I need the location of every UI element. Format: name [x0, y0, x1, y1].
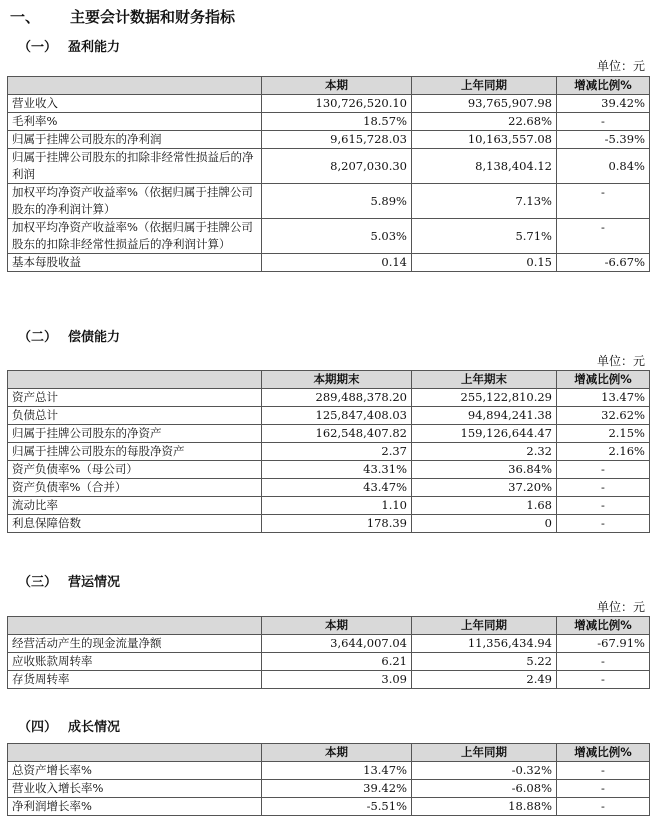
header-cell [8, 617, 262, 635]
section-heading-solvency [18, 326, 120, 345]
current-value: 6.21 [262, 653, 412, 671]
change-value: 2.16% [557, 443, 650, 461]
table-row [8, 425, 650, 443]
current-value: 9,615,728.03 [262, 131, 412, 149]
change-value: - [557, 113, 650, 131]
prior-value: 159,126,644.47 [412, 425, 557, 443]
row-label: 经营活动产生的现金流量净额 [8, 635, 262, 653]
header-cell: 本期 [262, 617, 412, 635]
header-cell: 增减比例% [557, 744, 650, 762]
table-operations [7, 616, 650, 689]
row-label: 资产负债率%（合并） [8, 479, 262, 497]
change-value: 32.62% [557, 407, 650, 425]
table-solvency [7, 370, 650, 533]
table-header-row [8, 617, 650, 635]
row-label: 毛利率% [8, 113, 262, 131]
table-row [8, 95, 650, 113]
header-cell [8, 744, 262, 762]
table-row [8, 515, 650, 533]
prior-value: 8,138,404.12 [412, 149, 557, 184]
header-cell: 本期 [262, 77, 412, 95]
row-label: 资产总计 [8, 389, 262, 407]
current-value: 1.10 [262, 497, 412, 515]
section-heading-growth [18, 716, 120, 735]
current-value: 43.47% [262, 479, 412, 497]
current-value: 178.39 [262, 515, 412, 533]
table-row [8, 780, 650, 798]
table-row [8, 254, 650, 272]
table-row [8, 407, 650, 425]
change-value: - [557, 515, 650, 533]
header-cell: 本期期末 [262, 371, 412, 389]
current-value: 2.37 [262, 443, 412, 461]
prior-value: 0 [412, 515, 557, 533]
table-row [8, 149, 650, 184]
section-title: 偿债能力 [68, 330, 121, 345]
change-value: 2.15% [557, 425, 650, 443]
page-title [10, 6, 235, 27]
current-value: 43.31% [262, 461, 412, 479]
current-value: 3,644,007.04 [262, 635, 412, 653]
row-label: 应收账款周转率 [8, 653, 262, 671]
current-value: 8,207,030.30 [262, 149, 412, 184]
header-cell [8, 77, 262, 95]
change-value: 39.42% [557, 95, 650, 113]
table-row [8, 131, 650, 149]
table-row [8, 762, 650, 780]
title-number: 一、 [10, 8, 41, 26]
unit-label: 单位：元 [596, 354, 645, 368]
change-value: - [557, 653, 650, 671]
current-value: 0.14 [262, 254, 412, 272]
header-cell: 本期 [262, 744, 412, 762]
prior-value: 255,122,810.29 [412, 389, 557, 407]
change-value: -5.39% [557, 131, 650, 149]
prior-value: 5.71% [412, 219, 557, 254]
table-row [8, 461, 650, 479]
prior-value: 18.88% [412, 798, 557, 816]
change-value: -6.67% [557, 254, 650, 272]
unit-label: 单位：元 [596, 59, 645, 73]
current-value: 3.09 [262, 671, 412, 689]
table-row [8, 497, 650, 515]
row-label: 加权平均净资产收益率%（依据归属于挂牌公司股东的净利润计算） [8, 184, 262, 219]
change-value: - [557, 497, 650, 515]
row-label: 加权平均净资产收益率%（依据归属于挂牌公司股东的扣除非经常性损益后的净利润计算） [8, 219, 262, 254]
prior-value: 22.68% [412, 113, 557, 131]
row-label: 负债总计 [8, 407, 262, 425]
table-row [8, 219, 650, 254]
table-row [8, 671, 650, 689]
section-number: （三） [18, 575, 58, 590]
header-cell: 上年同期 [412, 77, 557, 95]
table-profitability [7, 76, 650, 272]
current-value: 39.42% [262, 780, 412, 798]
prior-value: 37.20% [412, 479, 557, 497]
current-value: 130,726,520.10 [262, 95, 412, 113]
header-cell: 上年期末 [412, 371, 557, 389]
table-row [8, 798, 650, 816]
section-heading-operations [18, 571, 120, 590]
row-label: 总资产增长率% [8, 762, 262, 780]
current-value: 162,548,407.82 [262, 425, 412, 443]
table-row [8, 479, 650, 497]
prior-value: 11,356,434.94 [412, 635, 557, 653]
current-value: 289,488,378.20 [262, 389, 412, 407]
header-cell: 增减比例% [557, 371, 650, 389]
row-label: 资产负债率%（母公司） [8, 461, 262, 479]
table-header-row [8, 371, 650, 389]
table-row [8, 184, 650, 219]
prior-value: -0.32% [412, 762, 557, 780]
change-value: - [557, 184, 650, 219]
header-cell: 增减比例% [557, 77, 650, 95]
change-value: - [557, 461, 650, 479]
section-heading-profitability [18, 36, 120, 55]
header-cell [8, 371, 262, 389]
row-label: 净利润增长率% [8, 798, 262, 816]
table-row [8, 113, 650, 131]
prior-value: 10,163,557.08 [412, 131, 557, 149]
row-label: 归属于挂牌公司股东的净利润 [8, 131, 262, 149]
row-label: 基本每股收益 [8, 254, 262, 272]
prior-value: 5.22 [412, 653, 557, 671]
prior-value: 94,894,241.38 [412, 407, 557, 425]
header-cell: 上年同期 [412, 617, 557, 635]
prior-value: -6.08% [412, 780, 557, 798]
row-label: 归属于挂牌公司股东的每股净资产 [8, 443, 262, 461]
title-text: 主要会计数据和财务指标 [70, 8, 236, 26]
row-label: 营业收入增长率% [8, 780, 262, 798]
prior-value: 36.84% [412, 461, 557, 479]
table-header-row [8, 744, 650, 762]
table-growth [7, 743, 650, 816]
prior-value: 7.13% [412, 184, 557, 219]
row-label: 存货周转率 [8, 671, 262, 689]
change-value: - [557, 762, 650, 780]
change-value: -67.91% [557, 635, 650, 653]
section-number: （四） [18, 720, 58, 735]
section-title: 盈利能力 [68, 40, 121, 55]
prior-value: 1.68 [412, 497, 557, 515]
current-value: 5.03% [262, 219, 412, 254]
current-value: 125,847,408.03 [262, 407, 412, 425]
prior-value: 0.15 [412, 254, 557, 272]
current-value: 5.89% [262, 184, 412, 219]
current-value: -5.51% [262, 798, 412, 816]
change-value: - [557, 798, 650, 816]
change-value: 13.47% [557, 389, 650, 407]
change-value: - [557, 479, 650, 497]
prior-value: 2.49 [412, 671, 557, 689]
prior-value: 93,765,907.98 [412, 95, 557, 113]
change-value: - [557, 219, 650, 254]
section-title: 成长情况 [68, 720, 121, 735]
header-cell: 增减比例% [557, 617, 650, 635]
table-row [8, 635, 650, 653]
row-label: 流动比率 [8, 497, 262, 515]
table-header-row [8, 77, 650, 95]
change-value: - [557, 780, 650, 798]
change-value: 0.84% [557, 149, 650, 184]
table-row [8, 389, 650, 407]
section-number: （一） [18, 40, 58, 55]
current-value: 18.57% [262, 113, 412, 131]
row-label: 归属于挂牌公司股东的扣除非经常性损益后的净利润 [8, 149, 262, 184]
section-number: （二） [18, 330, 58, 345]
table-row [8, 443, 650, 461]
table-row [8, 653, 650, 671]
section-title: 营运情况 [68, 575, 121, 590]
row-label: 利息保障倍数 [8, 515, 262, 533]
row-label: 归属于挂牌公司股东的净资产 [8, 425, 262, 443]
unit-label: 单位：元 [596, 600, 645, 614]
header-cell: 上年同期 [412, 744, 557, 762]
prior-value: 2.32 [412, 443, 557, 461]
change-value: - [557, 671, 650, 689]
current-value: 13.47% [262, 762, 412, 780]
row-label: 营业收入 [8, 95, 262, 113]
